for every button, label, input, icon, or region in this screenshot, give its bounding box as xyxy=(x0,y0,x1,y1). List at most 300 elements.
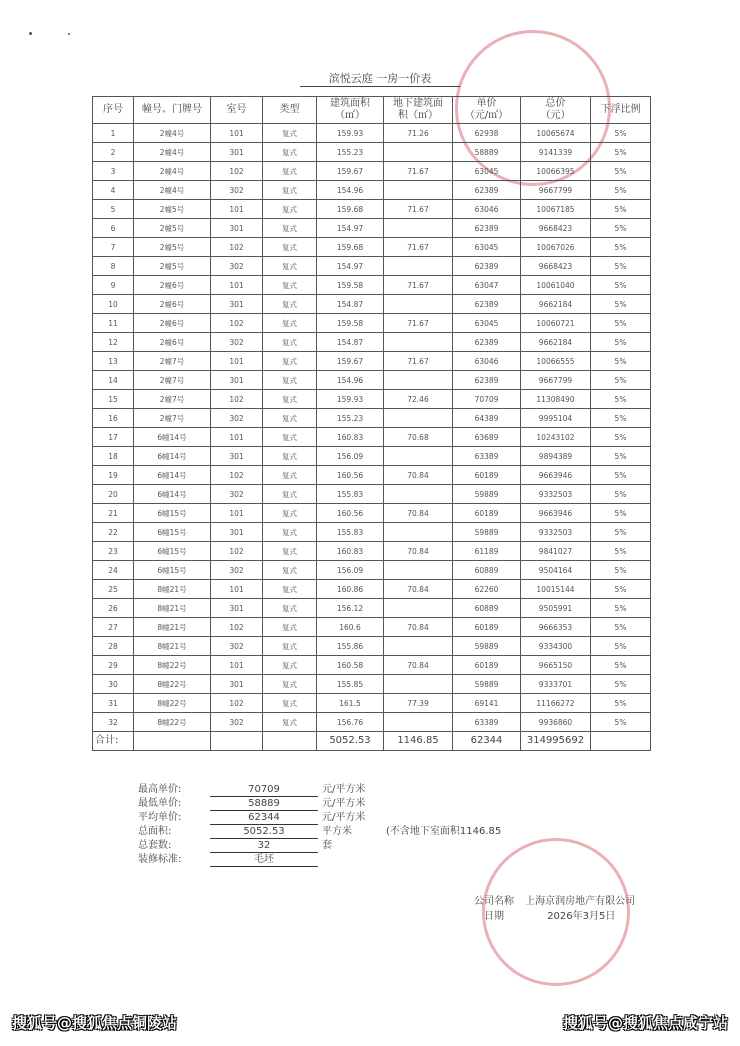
cell-underground-area xyxy=(384,561,453,580)
cell-discount: 5% xyxy=(591,200,651,219)
cell-index: 6 xyxy=(93,219,134,238)
cell-building: 2幢7号 xyxy=(134,352,211,371)
cell-room: 101 xyxy=(211,352,263,371)
table-row xyxy=(93,200,651,219)
summary-value: 58889 xyxy=(210,798,318,811)
table-row xyxy=(93,428,651,447)
cell-type: 复式 xyxy=(263,675,317,694)
table-row xyxy=(93,352,651,371)
cell-total-price: 9662184 xyxy=(521,295,591,314)
cell-area: 156.12 xyxy=(317,599,384,618)
cell-building: 6幢15号 xyxy=(134,561,211,580)
summary-note: (不含地下室面积1146.85 xyxy=(386,826,502,837)
cell-discount: 5% xyxy=(591,352,651,371)
cell-unit-price: 62389 xyxy=(453,219,521,238)
header-unit-text: （元） xyxy=(540,110,571,121)
cell-index: 15 xyxy=(93,390,134,409)
cell-total-price: 9504164 xyxy=(521,561,591,580)
cell-unit-price: 62938 xyxy=(453,124,521,143)
total-underground-area: 1146.85 xyxy=(384,732,453,751)
cell-index: 10 xyxy=(93,295,134,314)
cell-discount: 5% xyxy=(591,295,651,314)
table-row xyxy=(93,561,651,580)
cell-room: 302 xyxy=(211,561,263,580)
summary-label: 最低单价: xyxy=(138,798,182,809)
cell-total-price: 9666353 xyxy=(521,618,591,637)
header-col-underground-area xyxy=(384,97,453,124)
cell-type: 复式 xyxy=(263,181,317,200)
header-main-text: 总价 xyxy=(545,98,566,109)
cell-unit-price: 62389 xyxy=(453,333,521,352)
cell-discount: 5% xyxy=(591,618,651,637)
cell-type: 复式 xyxy=(263,485,317,504)
cell-unit-price: 59889 xyxy=(453,637,521,656)
header-col-index xyxy=(93,97,134,124)
cell-total-price: 10061040 xyxy=(521,276,591,295)
cell-type: 复式 xyxy=(263,447,317,466)
summary-value: 62344 xyxy=(210,812,318,825)
cell-building: 8幢21号 xyxy=(134,618,211,637)
summary-unit: 套 xyxy=(322,840,332,851)
table-row xyxy=(93,143,651,162)
cell-room: 102 xyxy=(211,238,263,257)
cell-total-price: 11166272 xyxy=(521,694,591,713)
cell-index: 7 xyxy=(93,238,134,257)
cell-room: 301 xyxy=(211,523,263,542)
cell-building: 2幢4号 xyxy=(134,124,211,143)
cell-underground-area xyxy=(384,295,453,314)
cell-index: 25 xyxy=(93,580,134,599)
table-row xyxy=(93,314,651,333)
header-col-discount xyxy=(591,97,651,124)
cell-index: 24 xyxy=(93,561,134,580)
cell-total-price: 9668423 xyxy=(521,257,591,276)
cell-index: 17 xyxy=(93,428,134,447)
cell-unit-price: 62389 xyxy=(453,371,521,390)
cell-total-price: 10066555 xyxy=(521,352,591,371)
cell-underground-area: 70.84 xyxy=(384,466,453,485)
cell-room: 102 xyxy=(211,466,263,485)
cell-unit-price: 63389 xyxy=(453,713,521,732)
table-row xyxy=(93,485,651,504)
summary-label: 总面积: xyxy=(138,826,172,837)
cell-discount: 5% xyxy=(591,333,651,352)
cell-building: 2幢6号 xyxy=(134,295,211,314)
table-row xyxy=(93,162,651,181)
table-total-row xyxy=(93,732,651,751)
header-main-text: 室号 xyxy=(226,104,247,115)
total-empty-cell xyxy=(591,732,651,751)
table-row xyxy=(93,523,651,542)
cell-room: 301 xyxy=(211,371,263,390)
header-main-text: 下浮比例 xyxy=(600,104,641,115)
cell-unit-price: 62260 xyxy=(453,580,521,599)
cell-room: 302 xyxy=(211,713,263,732)
cell-type: 复式 xyxy=(263,295,317,314)
summary-label: 最高单价: xyxy=(138,784,182,795)
table-row xyxy=(93,542,651,561)
cell-unit-price: 59889 xyxy=(453,485,521,504)
cell-total-price: 9663946 xyxy=(521,504,591,523)
cell-unit-price: 60189 xyxy=(453,466,521,485)
cell-unit-price: 63045 xyxy=(453,162,521,181)
cell-area: 160.86 xyxy=(317,580,384,599)
cell-room: 101 xyxy=(211,504,263,523)
cell-area: 154.87 xyxy=(317,295,384,314)
table-row xyxy=(93,333,651,352)
summary-value: 70709 xyxy=(210,784,318,797)
table-row xyxy=(93,257,651,276)
table-row xyxy=(93,447,651,466)
document-date: 2026年3月5日 xyxy=(547,911,616,922)
cell-index: 22 xyxy=(93,523,134,542)
cell-type: 复式 xyxy=(263,314,317,333)
cell-room: 301 xyxy=(211,599,263,618)
cell-total-price: 10243102 xyxy=(521,428,591,447)
cell-room: 102 xyxy=(211,162,263,181)
cell-underground-area: 70.84 xyxy=(384,504,453,523)
cell-unit-price: 59889 xyxy=(453,523,521,542)
cell-area: 160.56 xyxy=(317,466,384,485)
cell-building: 2幢7号 xyxy=(134,390,211,409)
cell-building: 2幢5号 xyxy=(134,257,211,276)
header-col-type xyxy=(263,97,317,124)
cell-total-price: 9995104 xyxy=(521,409,591,428)
cell-room: 302 xyxy=(211,257,263,276)
company-name: 上海京润房地产有限公司 xyxy=(525,896,636,907)
table-row xyxy=(93,580,651,599)
table-row xyxy=(93,599,651,618)
cell-room: 101 xyxy=(211,200,263,219)
cell-type: 复式 xyxy=(263,162,317,181)
cell-area: 161.5 xyxy=(317,694,384,713)
table-row xyxy=(93,656,651,675)
cell-underground-area: 70.68 xyxy=(384,428,453,447)
cell-building: 8幢22号 xyxy=(134,694,211,713)
cell-building: 2幢6号 xyxy=(134,333,211,352)
cell-room: 302 xyxy=(211,409,263,428)
cell-underground-area: 71.67 xyxy=(384,352,453,371)
cell-area: 160.83 xyxy=(317,542,384,561)
cell-room: 102 xyxy=(211,390,263,409)
header-main-text: 单价 xyxy=(476,98,497,109)
header-col-area xyxy=(317,97,384,124)
cell-index: 21 xyxy=(93,504,134,523)
document-title: 滨悦云庭 一房一价表 xyxy=(300,72,460,87)
cell-discount: 5% xyxy=(591,162,651,181)
header-unit-text: （元/㎡） xyxy=(464,110,509,121)
cell-area: 160.56 xyxy=(317,504,384,523)
cell-area: 154.96 xyxy=(317,181,384,200)
header-col-unit-price xyxy=(453,97,521,124)
cell-type: 复式 xyxy=(263,143,317,162)
cell-index: 26 xyxy=(93,599,134,618)
cell-room: 302 xyxy=(211,485,263,504)
cell-room: 102 xyxy=(211,694,263,713)
cell-underground-area: 77.39 xyxy=(384,694,453,713)
cell-room: 302 xyxy=(211,637,263,656)
table-row xyxy=(93,181,651,200)
cell-index: 8 xyxy=(93,257,134,276)
table-row xyxy=(93,466,651,485)
cell-discount: 5% xyxy=(591,523,651,542)
cell-discount: 5% xyxy=(591,637,651,656)
cell-underground-area: 71.67 xyxy=(384,162,453,181)
cell-building: 8幢21号 xyxy=(134,637,211,656)
cell-discount: 5% xyxy=(591,257,651,276)
cell-index: 2 xyxy=(93,143,134,162)
cell-room: 102 xyxy=(211,314,263,333)
cell-building: 6幢14号 xyxy=(134,466,211,485)
cell-discount: 5% xyxy=(591,447,651,466)
cell-unit-price: 64389 xyxy=(453,409,521,428)
table-row xyxy=(93,618,651,637)
summary-unit: 元/平方米 xyxy=(322,798,366,809)
table-row xyxy=(93,295,651,314)
summary-label: 平均单价: xyxy=(138,812,182,823)
summary-unit: 元/平方米 xyxy=(322,784,366,795)
cell-underground-area xyxy=(384,485,453,504)
cell-discount: 5% xyxy=(591,599,651,618)
cell-discount: 5% xyxy=(591,219,651,238)
cell-room: 301 xyxy=(211,295,263,314)
cell-room: 101 xyxy=(211,124,263,143)
cell-total-price: 9668423 xyxy=(521,219,591,238)
cell-type: 复式 xyxy=(263,542,317,561)
cell-type: 复式 xyxy=(263,390,317,409)
cell-type: 复式 xyxy=(263,428,317,447)
cell-type: 复式 xyxy=(263,124,317,143)
cell-total-price: 9662184 xyxy=(521,333,591,352)
cell-total-price: 9332503 xyxy=(521,523,591,542)
cell-type: 复式 xyxy=(263,580,317,599)
scan-speck xyxy=(29,32,32,35)
cell-type: 复式 xyxy=(263,238,317,257)
cell-area: 155.83 xyxy=(317,485,384,504)
summary-value: 毛坯 xyxy=(210,854,318,867)
summary-value: 32 xyxy=(210,840,318,853)
total-area: 5052.53 xyxy=(317,732,384,751)
cell-discount: 5% xyxy=(591,713,651,732)
cell-discount: 5% xyxy=(591,428,651,447)
table-row xyxy=(93,504,651,523)
cell-underground-area xyxy=(384,675,453,694)
total-empty-cell xyxy=(263,732,317,751)
cell-total-price: 10065674 xyxy=(521,124,591,143)
cell-area: 160.6 xyxy=(317,618,384,637)
cell-type: 复式 xyxy=(263,466,317,485)
cell-index: 29 xyxy=(93,656,134,675)
cell-type: 复式 xyxy=(263,409,317,428)
table-row xyxy=(93,371,651,390)
cell-area: 159.67 xyxy=(317,352,384,371)
cell-unit-price: 63046 xyxy=(453,352,521,371)
cell-total-price: 9665150 xyxy=(521,656,591,675)
cell-index: 19 xyxy=(93,466,134,485)
cell-building: 2幢5号 xyxy=(134,200,211,219)
total-price: 314995692 xyxy=(521,732,591,751)
cell-room: 101 xyxy=(211,276,263,295)
cell-discount: 5% xyxy=(591,561,651,580)
cell-area: 155.23 xyxy=(317,409,384,428)
header-unit-text: 积（㎡） xyxy=(398,110,438,121)
cell-discount: 5% xyxy=(591,238,651,257)
cell-total-price: 9141339 xyxy=(521,143,591,162)
cell-index: 32 xyxy=(93,713,134,732)
cell-building: 2幢4号 xyxy=(134,143,211,162)
cell-room: 101 xyxy=(211,580,263,599)
header-col-total-price xyxy=(521,97,591,124)
cell-underground-area: 72.46 xyxy=(384,390,453,409)
cell-discount: 5% xyxy=(591,181,651,200)
cell-index: 13 xyxy=(93,352,134,371)
cell-unit-price: 60189 xyxy=(453,504,521,523)
cell-unit-price: 59889 xyxy=(453,675,521,694)
cell-building: 2幢6号 xyxy=(134,314,211,333)
table-row xyxy=(93,675,651,694)
summary-unit: 平方米 xyxy=(322,826,352,837)
cell-index: 31 xyxy=(93,694,134,713)
cell-type: 复式 xyxy=(263,618,317,637)
cell-building: 6幢15号 xyxy=(134,523,211,542)
cell-type: 复式 xyxy=(263,352,317,371)
cell-underground-area xyxy=(384,371,453,390)
cell-underground-area: 71.67 xyxy=(384,276,453,295)
cell-type: 复式 xyxy=(263,200,317,219)
cell-type: 复式 xyxy=(263,561,317,580)
cell-unit-price: 60189 xyxy=(453,656,521,675)
cell-discount: 5% xyxy=(591,656,651,675)
table-row xyxy=(93,713,651,732)
cell-building: 8幢22号 xyxy=(134,713,211,732)
cell-area: 159.68 xyxy=(317,200,384,219)
scan-speck xyxy=(68,33,70,35)
cell-discount: 5% xyxy=(591,314,651,333)
cell-area: 159.93 xyxy=(317,390,384,409)
cell-underground-area: 70.84 xyxy=(384,542,453,561)
cell-underground-area xyxy=(384,523,453,542)
cell-index: 14 xyxy=(93,371,134,390)
cell-unit-price: 61189 xyxy=(453,542,521,561)
cell-underground-area xyxy=(384,409,453,428)
cell-total-price: 10067185 xyxy=(521,200,591,219)
table-row xyxy=(93,409,651,428)
cell-area: 156.09 xyxy=(317,561,384,580)
cell-discount: 5% xyxy=(591,124,651,143)
cell-total-price: 9894389 xyxy=(521,447,591,466)
cell-underground-area: 71.67 xyxy=(384,238,453,257)
cell-building: 2幢7号 xyxy=(134,371,211,390)
cell-type: 复式 xyxy=(263,371,317,390)
cell-underground-area: 70.84 xyxy=(384,656,453,675)
cell-discount: 5% xyxy=(591,409,651,428)
summary-label: 总套数: xyxy=(138,840,172,851)
cell-index: 27 xyxy=(93,618,134,637)
header-col-building xyxy=(134,97,211,124)
cell-total-price: 9505991 xyxy=(521,599,591,618)
summary-value: 5052.53 xyxy=(210,826,318,839)
cell-total-price: 9332503 xyxy=(521,485,591,504)
cell-unit-price: 70709 xyxy=(453,390,521,409)
table-row xyxy=(93,390,651,409)
cell-index: 12 xyxy=(93,333,134,352)
cell-building: 2幢4号 xyxy=(134,162,211,181)
date-label: 日期 xyxy=(484,911,504,922)
header-col-room xyxy=(211,97,263,124)
cell-building: 8幢21号 xyxy=(134,599,211,618)
cell-building: 6幢14号 xyxy=(134,428,211,447)
cell-area: 155.86 xyxy=(317,637,384,656)
total-empty-cell xyxy=(134,732,211,751)
cell-total-price: 9333701 xyxy=(521,675,591,694)
header-unit-text: （㎡） xyxy=(335,110,365,121)
cell-building: 6幢15号 xyxy=(134,504,211,523)
cell-unit-price: 63046 xyxy=(453,200,521,219)
cell-room: 301 xyxy=(211,219,263,238)
cell-underground-area xyxy=(384,181,453,200)
cell-type: 复式 xyxy=(263,694,317,713)
header-main-text: 幢号、门牌号 xyxy=(142,104,202,115)
cell-underground-area xyxy=(384,257,453,276)
cell-room: 301 xyxy=(211,675,263,694)
cell-index: 16 xyxy=(93,409,134,428)
cell-index: 18 xyxy=(93,447,134,466)
cell-building: 2幢6号 xyxy=(134,276,211,295)
cell-area: 159.68 xyxy=(317,238,384,257)
cell-total-price: 9841027 xyxy=(521,542,591,561)
cell-underground-area xyxy=(384,713,453,732)
cell-type: 复式 xyxy=(263,504,317,523)
signature-block xyxy=(466,896,635,926)
cell-discount: 5% xyxy=(591,504,651,523)
cell-type: 复式 xyxy=(263,276,317,295)
cell-total-price: 9667799 xyxy=(521,371,591,390)
cell-area: 154.97 xyxy=(317,219,384,238)
cell-underground-area xyxy=(384,143,453,162)
cell-discount: 5% xyxy=(591,580,651,599)
cell-total-price: 10067026 xyxy=(521,238,591,257)
cell-underground-area xyxy=(384,447,453,466)
cell-building: 8幢22号 xyxy=(134,675,211,694)
cell-building: 8幢21号 xyxy=(134,580,211,599)
cell-discount: 5% xyxy=(591,675,651,694)
company-label: 公司名称 xyxy=(474,896,514,907)
cell-unit-price: 60889 xyxy=(453,561,521,580)
watermark-left: 搜狐号@搜狐焦点铜陵站 xyxy=(12,1014,178,1032)
cell-total-price: 9334300 xyxy=(521,637,591,656)
cell-unit-price: 62389 xyxy=(453,181,521,200)
cell-underground-area xyxy=(384,599,453,618)
cell-total-price: 9936860 xyxy=(521,713,591,732)
cell-type: 复式 xyxy=(263,523,317,542)
cell-unit-price: 63047 xyxy=(453,276,521,295)
cell-total-price: 9667799 xyxy=(521,181,591,200)
cell-room: 301 xyxy=(211,447,263,466)
header-main-text: 类型 xyxy=(279,104,300,115)
cell-area: 155.85 xyxy=(317,675,384,694)
cell-building: 8幢22号 xyxy=(134,656,211,675)
table-row xyxy=(93,124,651,143)
cell-total-price: 9663946 xyxy=(521,466,591,485)
cell-building: 2幢5号 xyxy=(134,219,211,238)
cell-discount: 5% xyxy=(591,694,651,713)
cell-type: 复式 xyxy=(263,219,317,238)
cell-index: 28 xyxy=(93,637,134,656)
cell-discount: 5% xyxy=(591,542,651,561)
cell-area: 154.87 xyxy=(317,333,384,352)
cell-total-price: 10060721 xyxy=(521,314,591,333)
cell-discount: 5% xyxy=(591,276,651,295)
